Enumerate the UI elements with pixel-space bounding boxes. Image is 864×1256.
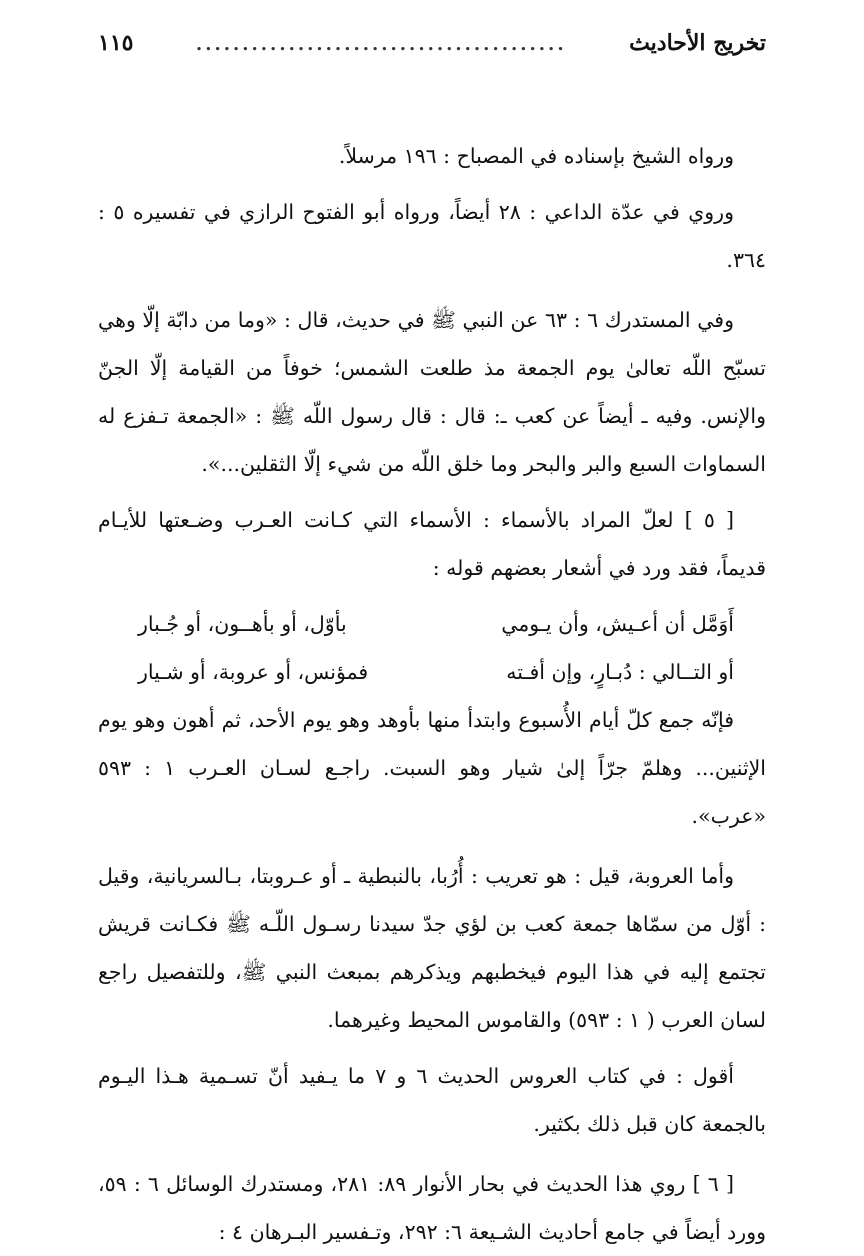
paragraph-aruba: وأما العروبة، قيل : هو تعريب : أُرُبا، بالنبطية ـ أو عـروبتا، بـالسريانية، وقيل : أوّل من سمّاها جمعة كعب بن لؤي جدّ سيدنا رسـول اللّـه ﷺ فكـانت قريش تجتمع إليه في هذا اليوم فيخطبهم ويذكرهم بمبعث النبي ﷺ، وللتفصيل راجع لسان العرب ( ١ : ٥٩٣) والقاموس المحيط وغيرهما. bbox=[98, 864, 766, 1032]
chapter-title: تخريج الأحاديث bbox=[629, 30, 766, 56]
page-number: ١١٥ bbox=[98, 30, 134, 56]
footnote-5: [ ٥ ] لعلّ المراد بالأسماء : الأسماء التي كـانت العـرب وضـعتها للأيـام قديماً، فقد ورد في أشعار بعضهم قوله : bbox=[98, 508, 766, 580]
verse-2-second-hemistich: فمؤنس، أو عروبة، أو شـيار bbox=[138, 660, 369, 684]
verse-2-first-hemistich: أو التــالي : دُبـارٍ، وإن أفـته bbox=[506, 660, 734, 684]
page-body bbox=[98, 132, 766, 1256]
poem-verse-1 bbox=[98, 600, 766, 648]
paragraph-udda: وروي في عدّة الداعي : ٢٨ أيضاً، ورواه أبو الفتوح الرازي في تفسيره ٥ : ٣٦٤. bbox=[98, 200, 766, 272]
dot-leader: ........................................ bbox=[195, 34, 567, 55]
verse-1-first-hemistich: أَوَمَّل أن أعـيش، وأن يـومي bbox=[501, 612, 734, 636]
paragraph-aqulu: أقول : في كتاب العروس الحديث ٦ و ٧ ما يـفيد أنّ تسـمية هـذا اليـوم بالجمعة كان قبل ذلك بكثير. bbox=[98, 1064, 766, 1136]
running-header bbox=[98, 30, 766, 70]
paragraph-mustadrak: وفي المستدرك ٦ : ٦٣ عن النبي ﷺ في حديث، قال : «وما من دابّة إلّا وهي تسبّح اللّه تعالىٰ يوم الجمعة مذ طلعت الشمس؛ خوفاً من القيامة إلّا الجنّ والإنس. وفيه ـ أيضاً عن كعب ـ: قال : قال رسول اللّه ﷺ : «الجمعة تـفزع له السماوات السبع والبر والبحر وما خلق اللّه من شيء إلّا الثقلين...». bbox=[98, 308, 766, 476]
paragraph-misbah: ورواه الشيخ بإسناده في المصباح : ١٩٦ مرسلاً. bbox=[338, 144, 734, 168]
verse-1-second-hemistich: بأوّل، أو بأهــون، أو جُـبار bbox=[138, 612, 347, 636]
footnote-6: [ ٦ ] روي هذا الحديث في بحار الأنوار ٨٩: ٢٨١، ومستدرك الوسائل ٦ : ٥٩، وورد أيضاً في جامع أحاديث الشـيعة ٦: ٢٩٢، وتـفسير البـرهان ٤ : bbox=[98, 1172, 766, 1244]
poem-verse-2 bbox=[98, 648, 766, 696]
paragraph-week-days: فإنّه جمع كلّ أيام الأُسبوع وابتدأ منها بأوهد وهو يوم الأحد، ثم أهون وهو يوم الإثنين... وهلمّ جرّاً إلىٰ شيار وهو السبت. راجـع لسـان العـرب ١ : ٥٩٣ «عرب». bbox=[98, 708, 766, 828]
